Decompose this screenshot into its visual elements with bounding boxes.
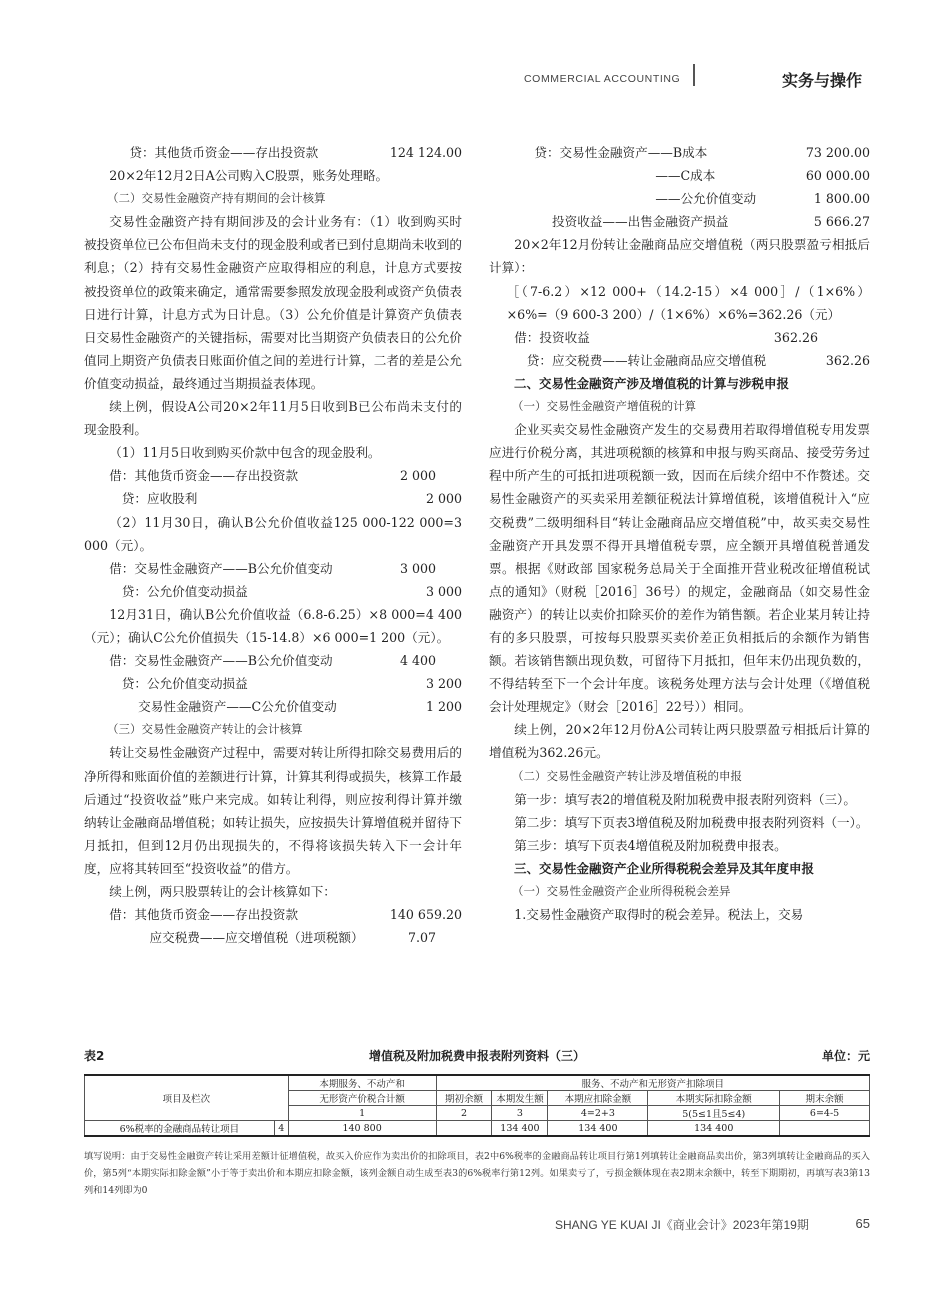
vat-schedule-table: [84, 1074, 870, 1137]
formula: ［（7-6.2）×12 000+（14.2-15）×4 000］/（1×6%）×6%=（9 600-3 200）/（1×6%）×6%=362.26（元）: [506, 283, 870, 322]
paragraph: 第一步：填写表2的增值税及附加税费申报表附列资料（三）。: [514, 791, 856, 807]
paragraph: 20×2年12月2日A公司购入C股票，账务处理略。: [109, 168, 389, 184]
paragraph: 企业买卖交易性金融资产发生的交易费用若取得增值税专用发票应进行价税分离，其进项税额的核算和申报与购买商品、接受劳务过程中所产生的可抵扣进项税额一致，因而在后续介绍中不作赘述。交易性金融资产的买卖采用差额征税法计算增值税，该增值税计入“应交税费”二级明细科目“转让金融商品应交增值税”中，故买卖交易性金融资产开具发票不得开具增值税专票，应全额开具增值税普通发票。根据《财政部 国家税务总局关于全面推开营业税改征增值税试点的通知》（财税［2016］36号）的规定，金融商品（如交易性金融资产）的转让以卖价扣除买价的差作为销售额。若企业某月转让持有的多只股票，可按每只股票买卖价差正负相抵后的余额作为销售额。若该销售额出现负数，可留待下月抵扣，但年末仍出现负数的，不得结转至下一个会计年度。该税务处理方法与会计处理（《增值税会计处理规定》（财会［2016］22号））相同。: [489, 422, 870, 715]
journal-entry-line: 贷：其他货币资金——存出投资款 124 124.00: [129, 145, 462, 160]
journal-entry-line: 贷：公允价值变动损益 3 200: [121, 676, 462, 692]
section-heading: 二、交易性金融资产涉及增值税的计算与涉税申报: [514, 375, 790, 391]
cell: 134 400: [492, 1121, 548, 1137]
table-row: [85, 1121, 870, 1137]
paragraph: （2）11月30日，确认B公允价值收益125 000-122 000=3 000（元）。: [84, 514, 462, 553]
header-col: 期末余额: [780, 1091, 870, 1106]
subsection-heading: （一）交易性金融资产增值税的计算: [512, 399, 696, 414]
journal-entry-line: 应交税费——应交增值税（进项税额） 7.07: [149, 930, 436, 946]
paragraph: 续上例，假设A公司20×2年11月5日收到B已公布尚未支付的现金股利。: [84, 399, 462, 438]
subsection-heading: （三）交易性金融资产转让的会计核算: [107, 722, 303, 737]
left-column: [84, 141, 462, 949]
subsection-heading: （一）交易性金融资产企业所得税税会差异: [512, 884, 731, 898]
journal-entry-line: 借：交易性金融资产——B公允价值变动 3 000: [109, 560, 436, 576]
page-footer: [555, 1216, 870, 1233]
subsection-heading: （二）交易性金融资产持有期间的会计核算: [107, 191, 326, 206]
paragraph: 第三步：填写下页表4增值税及附加税费申报表。: [514, 837, 787, 853]
journal-entry-line: ——公允价值变动 1 800.00: [655, 191, 870, 207]
header-col: 期初余额: [436, 1091, 492, 1106]
column-number: 3: [492, 1106, 548, 1121]
paragraph: 续上例，两只股票转让的会计核算如下：: [109, 884, 336, 899]
table-header-row: [85, 1075, 870, 1091]
journal-entry-line: 借：交易性金融资产——B公允价值变动 4 400: [109, 653, 436, 669]
header-item: 项目及栏次: [85, 1075, 289, 1121]
header-col: 本期发生额: [492, 1091, 548, 1106]
journal-entry-line: 贷：公允价值变动损益 3 000: [121, 583, 462, 599]
paragraph: 续上例，20×2年12月份A公司转让两只股票盈亏相抵后计算的增值税为362.26元。: [489, 722, 870, 761]
header-col: 本期应扣除金额: [548, 1091, 648, 1106]
paragraph: 20×2年12月份转让金融商品应交增值税（两只股票盈亏相抵后计算）：: [489, 237, 870, 276]
page-header: [0, 0, 950, 110]
column-number: 1: [288, 1106, 436, 1121]
paragraph: 1.交易性金融资产取得时的税会差异。税法上，交易: [514, 907, 804, 923]
subsection-heading: （二）交易性金融资产转让涉及增值税的申报: [512, 768, 742, 783]
table-title: 增值税及附加税费申报表附列资料（三）: [368, 1049, 585, 1063]
table-label: 表2: [84, 1049, 105, 1063]
table-caption: [84, 1047, 870, 1067]
paragraph: 交易性金融资产持有期间涉及的会计业务有：（1）收到购买时被投资单位已公布但尚未支付的现金股利或者已到付息期尚未收到的利息；（2）持有交易性金融资产应取得相应的利息，计息方式要按被投资单位的政策来确定，通常需要参照发放现金股利或资产负债表日进行计算，计息方式为日计息。（3）公允价值是计算资产负债表日交易性金融资产的关键指标，需要对比当期资产负债表日的公允价值同上期资产负债表日账面价值之间的差进行计算，二者的差是公允价值变动损益，最终通过当期损益表体现。: [84, 214, 462, 391]
section-heading: 三、交易性金融资产企业所得税税会差异及其年度申报: [514, 860, 815, 876]
header-total-line2: 无形资产价税合计额: [288, 1091, 436, 1106]
cell: [436, 1121, 492, 1137]
table-note: 填写说明：由于交易性金融资产转让采用差额计征增值税，故买入价应作为卖出价的扣除项目，表2中6%税率的金融商品转让项目行第1列填转让金融商品卖出价，第3列填转让金融商品的买入价，第5列“本期实际扣除金额”小于等于卖出价和本期应扣除金额，该列金额自动生成至表3的6%税率行第12列。如果卖亏了，亏损金额体现在表2期末余额中，转至下期期初，再填写表3第13列和14列即为0: [84, 1151, 870, 1196]
journal-entry-line: 贷：应收股利 2 000: [121, 491, 462, 507]
journal-entry-line: 借：其他货币资金——存出投资款 140 659.20: [109, 907, 462, 923]
header-total: 本期服务、不动产和: [288, 1075, 436, 1091]
header-section-title: 实务与操作: [782, 71, 863, 90]
column-number: 4=2+3: [548, 1106, 648, 1121]
column-number: 6=4-5: [780, 1106, 870, 1121]
cell: 134 400: [648, 1121, 780, 1137]
header-english-title: COMMERCIAL ACCOUNTING: [524, 73, 681, 85]
page-number: 65: [855, 1216, 870, 1231]
journal-entry-line: 投资收益——出售金融资产损益 5 666.27: [552, 214, 870, 230]
cell: [780, 1121, 870, 1137]
paragraph: 12月31日，确认B公允价值收益（6.8-6.25）×8 000=4 400（元）；确认C公允价值损失（15-14.8）×6 000=1 200（元）。: [84, 606, 462, 645]
header-deduction-group: 服务、不动产和无形资产扣除项目: [436, 1075, 869, 1091]
journal-entry-line: ——C成本 60 000.00: [655, 168, 870, 184]
cell: 134 400: [548, 1121, 648, 1137]
right-column: [489, 141, 870, 926]
column-number: 2: [436, 1106, 492, 1121]
column-number: 5(5≤1且5≤4): [648, 1106, 780, 1121]
table-unit: 单位：元: [821, 1049, 870, 1063]
journal-entry-line: 借：投资收益 362.26: [514, 329, 818, 345]
row-label: 6%税率的金融商品转让项目: [85, 1121, 275, 1137]
journal-entry-line: 贷：交易性金融资产——B成本 73 200.00: [534, 145, 870, 160]
paragraph: （1）11月5日收到购买价款中包含的现金股利。: [109, 445, 381, 461]
journal-name: SHANG YE KUAI JI《商业会计》2023年第19期: [555, 1218, 809, 1232]
cell: 140 800: [288, 1121, 436, 1137]
journal-entry-line: 贷：应交税费——转让金融商品应交增值税 362.26: [526, 352, 870, 368]
header-col: 本期实际扣除金额: [648, 1091, 780, 1106]
journal-entry-line: 借：其他货币资金——存出投资款 2 000: [109, 468, 436, 484]
header-divider: [693, 64, 695, 86]
row-number: 4: [274, 1121, 288, 1137]
journal-entry-line: 交易性金融资产——C公允价值变动 1 200: [138, 699, 462, 715]
paragraph: 第二步：填写下页表3增值税及附加税费申报表附列资料（一）。: [514, 814, 869, 830]
paragraph: 转让交易性金融资产过程中，需要对转让所得扣除交易费用后的净所得和账面价值的差额进行计算，计算其利得或损失，核算工作最后通过“投资收益”账户来完成。如转让利得，则应按利得计算并缴纳转让金融商品增值税；如转让损失，应按损失计算增值税并留待下月抵扣，但到12月仍出现损失的，不得将该损失转入下一会计年度，应将其转回至“投资收益”的借方。: [84, 745, 462, 876]
